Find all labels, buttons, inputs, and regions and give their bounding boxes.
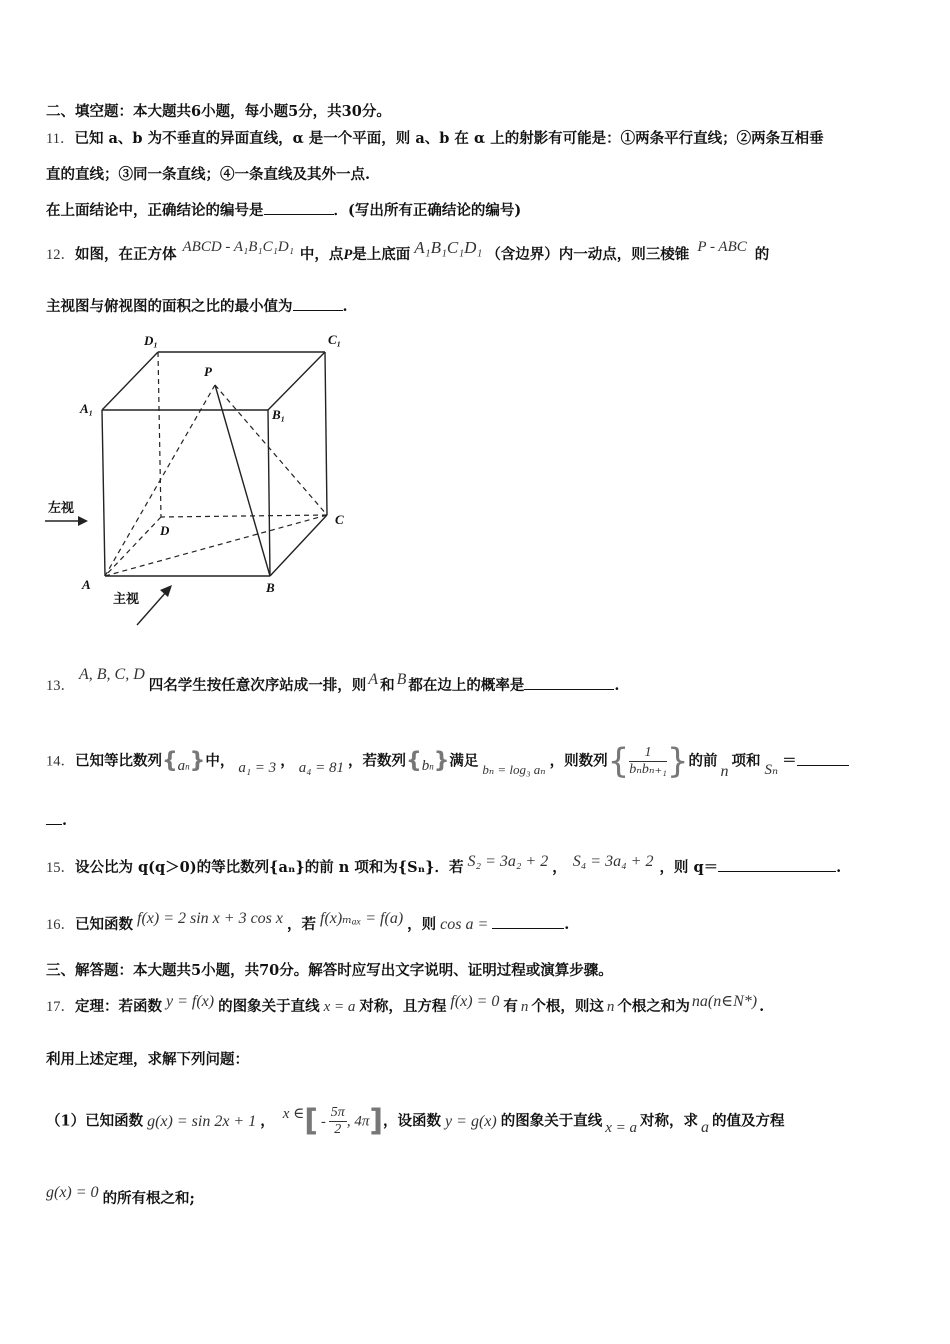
x-equals-a-math: x = a (323, 999, 356, 1015)
label-a: A (82, 577, 91, 592)
question-15-line (46, 853, 842, 877)
interval-lower-fraction (329, 1105, 347, 1138)
edge-d1-a1 (102, 352, 158, 410)
edge-p-b (215, 385, 270, 576)
question-17-text-3: 对称，且方程 (359, 998, 447, 1015)
edge-b1-b (268, 410, 270, 576)
question-16-number: 16． (46, 917, 75, 933)
question-12-line-2 (46, 296, 348, 316)
question-12-answer-blank[interactable] (293, 296, 343, 311)
question-11-line-3 (46, 200, 521, 220)
left-view-label: 左视 (48, 501, 75, 516)
question-17-text-2: 的图象关于直线 (218, 998, 320, 1015)
question-15-text-2: ，则 q＝ (659, 859, 719, 876)
function-f-math: f(x) = 2 sin x + 3 cos x (137, 910, 283, 927)
question-15-period: . (836, 859, 842, 876)
question-12-text-1: 如图，在正方体 (75, 246, 177, 263)
label-d1: D₁ (144, 333, 158, 348)
question-14-text-1: 已知等比数列 (75, 752, 162, 770)
part-1-text-4: 对称，求 (639, 1112, 698, 1130)
part-1-label: （1） (46, 1112, 86, 1130)
question-14-text-3: ，若数列 (348, 752, 407, 770)
question-14-number: 14． (46, 753, 75, 770)
label-c: C (335, 512, 344, 527)
label-b1: B₁ (272, 407, 286, 422)
fraction-denominator: bₙbₙ₊₁ (629, 762, 667, 777)
y-equals-f-math: y = f(x) (166, 993, 215, 1010)
question-12-line-1 (46, 238, 770, 264)
sequence-b-math: b (421, 757, 430, 774)
question-15-answer-blank[interactable] (718, 857, 836, 872)
question-17-line-2: 利用上述定理，求解下列问题： (46, 1051, 249, 1068)
cube-figure (40, 325, 370, 635)
b-definition-math: bₙ = log₃ aₙ (482, 761, 546, 777)
g-function-math: g(x) = sin 2x + 1 (147, 1112, 257, 1130)
label-a1: A₁ (80, 401, 94, 416)
label-p: P (204, 364, 212, 379)
question-15-separator: ， (552, 859, 567, 876)
question-16-text-3: ，则 (407, 916, 437, 933)
edge-a1-a (102, 410, 105, 576)
question-14-continuation (46, 810, 67, 830)
part-1-text-5: 的值及方程 (711, 1112, 785, 1130)
question-14-equals: ＝ (782, 752, 797, 770)
n-math-1: n (520, 999, 529, 1015)
sn-math: Sₙ (764, 761, 779, 778)
part-1-comma: ， (260, 1112, 275, 1130)
question-11-line-2: 直的直线；③同一条直线；④一条直线及其外一点. (46, 166, 371, 183)
sum-na-math: na(n∈N*) (691, 993, 758, 1010)
part-1-text-6: 的所有根之和; (102, 1190, 195, 1207)
label-d: D (160, 523, 170, 538)
question-14-text-2: 中， (205, 752, 235, 770)
question-12-text-3: 是上底面 (352, 246, 411, 263)
question-13-number: 13． (46, 678, 75, 694)
question-15-number: 15． (46, 860, 75, 876)
main-view-label: 主视 (113, 592, 140, 607)
part-1-text-3: 的图象关于直线 (500, 1112, 603, 1130)
question-13-text-1: 四名学生按任意次序站成一排，则 (148, 677, 367, 694)
question-14-answer-blank-continued[interactable] (46, 810, 62, 825)
cube-name-math: ABCD - A₁B₁C₁D₁ (182, 239, 294, 255)
interval-fraction-denominator: 2 (334, 1122, 342, 1137)
question-16-line (46, 910, 570, 934)
question-15-text-1: 设公比为 q(q＞0)的等比数列{aₙ}的前 n 项和为{Sₙ}．若 (75, 859, 464, 876)
main-view-arrow-shaft (137, 591, 167, 625)
question-14-answer-blank[interactable] (797, 751, 849, 766)
question-17-period: . (759, 998, 765, 1015)
question-16-text-1: 已知函数 (75, 916, 133, 933)
question-14-text-6: 的前 (688, 752, 718, 770)
edge-p-c (215, 385, 327, 515)
question-12-text-5: 的 (754, 246, 770, 263)
point-p: P (343, 247, 353, 263)
interval-upper-math: , 4π (346, 1113, 370, 1130)
student-a-math: A (368, 671, 379, 688)
question-17-text-6: 个根之和为 (617, 998, 690, 1015)
question-17-text-1: 定理：若函数 (75, 998, 162, 1015)
section-2-heading: 二、填空题：本大题共6小题，每小题5分，共30分。 (46, 103, 391, 120)
question-17-part-1-line: （1）已知函数 g(x) = sin 2x + 1 ， x ∈[ - $\frac{5\pi}{2}$ , 4π]，设函数 y = g(x) 的图象关于直线 x = a 对称，求 a 的值及方程 (46, 1103, 785, 1139)
edge-c1-c (325, 352, 327, 515)
question-14-line: 14．已知等比数列$\{a_n\}$中， a₁ = 3 ， a₄ = 81 ，若数列$\{b_n\}$满足 bₙ = log₃ aₙ ，则数列{ $\frac{1}{\text{bₙbₙ₊₁}}$ }的前n项和 Sₙ ＝ (46, 745, 849, 778)
edge-c-d-hidden (161, 515, 327, 517)
interval-minus: - (320, 1113, 326, 1130)
question-11-answer-blank[interactable] (264, 200, 334, 215)
question-17-part-1-line-2 (46, 1184, 195, 1208)
edge-d1-d-hidden (158, 352, 161, 517)
question-14-period: . (62, 812, 68, 829)
s4-equation-math: S₄ = 3a₄ + 2 (572, 853, 654, 870)
part-1-text-2: ，设函数 (383, 1112, 442, 1130)
interval-fraction-numerator: 5π (330, 1105, 345, 1120)
y-equals-g-math: y = g(x) (445, 1112, 497, 1130)
main-view-arrow-head (160, 585, 172, 597)
f-max-math: f(x)ₘₐₓ = f(a) (320, 910, 404, 927)
question-13-line (46, 666, 620, 695)
question-16-period: . (564, 916, 570, 933)
a1-value-math: a₁ = 3 (238, 759, 277, 776)
question-16-text-2: ，若 (287, 916, 316, 933)
reciprocal-fraction (629, 745, 667, 778)
part-1-text-1: 已知函数 (85, 1112, 144, 1130)
question-13-text-3: 都在边上的概率是 (408, 677, 525, 694)
question-17-text-5: 个根，则这 (531, 998, 604, 1015)
left-view-arrow-head (78, 516, 88, 526)
question-13-answer-blank[interactable] (524, 675, 614, 690)
question-11-text-1: 已知 a、b 为不垂直的异面直线，α 是一个平面，则 a、b 在 α 上的射影有可能是：①两条平行直线；②两条互相垂 (74, 130, 824, 147)
label-b: B (266, 580, 275, 595)
edge-b-c (270, 515, 327, 576)
section-3-heading: 三、解答题：本大题共5小题，共70分。解答时应写出文字说明、证明过程或演算步骤。 (46, 962, 613, 979)
question-12-period: . (342, 298, 348, 315)
question-14-text-4: 满足 (449, 752, 479, 770)
question-14-text-5: ，则数列 (549, 752, 608, 770)
question-12-text-4: （含边界）内一动点，则三棱锥 (486, 246, 690, 263)
question-12-prompt: 主视图与俯视图的面积之比的最小值为 (46, 298, 293, 315)
x-in-math: x ∈ (282, 1105, 305, 1122)
student-b-math: B (396, 671, 407, 688)
question-12-text-2: 中，点 (299, 246, 344, 263)
x-equals-a-math-2: x = a (605, 1119, 637, 1136)
students-math: A, B, C, D (79, 666, 145, 683)
edge-a-c (105, 515, 327, 576)
edge-p-a (105, 385, 215, 576)
pyramid-name-math: P - ABC (697, 239, 747, 255)
question-11-line-1 (46, 130, 824, 148)
f-equals-zero-math: f(x) = 0 (450, 993, 500, 1010)
edge-d-a-hidden (105, 517, 161, 576)
top-face-math: A₁B₁C₁D₁ (414, 238, 483, 257)
a4-value-math: a₄ = 81 (298, 759, 345, 776)
label-c1: C₁ (328, 332, 342, 347)
cos-a-math: cos a = (440, 916, 489, 933)
g-equals-zero-math: g(x) = 0 (46, 1184, 99, 1201)
question-13-text-2: 和 (380, 677, 395, 694)
question-12-number: 12． (46, 247, 75, 263)
question-14-text-7: 项和 (731, 752, 761, 770)
question-11-prompt: 在上面结论中，正确结论的编号是 (46, 202, 264, 219)
question-17-number: 17． (46, 999, 75, 1015)
n-math: n (720, 762, 729, 780)
question-17-text-4: 有 (503, 998, 518, 1015)
fraction-numerator: 1 (629, 745, 667, 762)
n-math-2: n (606, 999, 615, 1015)
question-11-note: ．(写出所有正确结论的编号) (333, 202, 522, 219)
edge-b1-c1 (268, 352, 325, 410)
a-math: a (700, 1118, 709, 1136)
question-17-line-1 (46, 993, 765, 1016)
question-16-answer-blank[interactable] (492, 914, 564, 929)
s2-equation-math: S₂ = 3a₂ + 2 (467, 853, 549, 870)
question-11-number: 11． (46, 131, 75, 147)
question-13-period: . (614, 677, 620, 694)
sequence-a-math: a (177, 757, 186, 774)
